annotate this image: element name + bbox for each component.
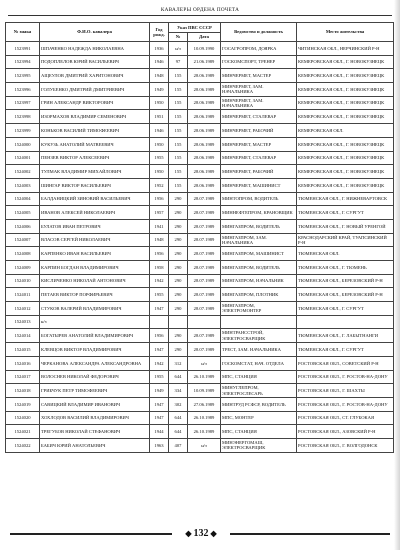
- table-row: [6, 247, 394, 261]
- cell-birth-year: 1947: [150, 343, 169, 357]
- col-number: № знака: [6, 23, 40, 42]
- cell-holder-name: БАБИЧ ЮРИЙ АНАТОЛЬЕВИЧ: [40, 438, 150, 452]
- cell-decree-number: 155: [169, 83, 188, 97]
- cell-birth-year: 1941: [150, 219, 169, 233]
- cell-holder-name: СТУКОВ ВАЛЕРИЙ ВЛАДИМИРОВИЧ: [40, 302, 150, 316]
- cell-residence: ТЮМЕНСКАЯ ОБЛ., БЕРЕЗОВСКИЙ Р-Н: [297, 288, 394, 302]
- page-header: КАВАЛЕРЫ ОРДЕНА ПОЧЕТА: [8, 4, 392, 16]
- cell-decree-date: 27.06.1989: [188, 397, 221, 411]
- col-name: Ф.И.О. кавалера: [40, 23, 150, 42]
- cell-department: МИНЧЕРМЕТ, МАШИНИСТ: [221, 178, 297, 192]
- cell-holder-name: ПЕНЗЕВ ВИКТОР АЛЕКСЕЕВИЧ: [40, 151, 150, 165]
- cell-badge-number: 1524013: [6, 315, 40, 329]
- cell-holder-name: КИСЛИЧЕНКО НИКОЛАЙ АНТОНОВИЧ: [40, 274, 150, 288]
- cell-residence: КЕМЕРОВСКАЯ ОБЛ., Г. НОВОКУЗНЕЦК: [297, 151, 394, 165]
- cell-badge-number: 1524020: [6, 411, 40, 425]
- cell-residence: КЕМЕРОВСКАЯ ОБЛ.: [297, 124, 394, 138]
- cell-badge-number: 1524004: [6, 192, 40, 206]
- cell-holder-name: ШИНГАР ВИКТОР ВАСИЛЬЕВИЧ: [40, 178, 150, 192]
- table-row: [6, 261, 394, 275]
- cell-decree-date: 28.07.1989: [188, 192, 221, 206]
- cell-decree-number: 290: [169, 288, 188, 302]
- cell-residence: ТЮМЕНСКАЯ ОБЛ., БЕРЕЗОВСКИЙ Р-Н: [297, 274, 394, 288]
- cell-birth-year: 1956: [150, 192, 169, 206]
- cell-decree-number: 334: [169, 384, 188, 398]
- cell-decree-date: 28.07.1989: [188, 274, 221, 288]
- cell-department: МИНГАЗПРОМ, ВОДИТЕЛЬ: [221, 261, 297, 275]
- cell-residence: ЧИТИНСКАЯ ОБЛ., НЕРЧИНСКИЙ Р-Н: [297, 42, 394, 56]
- cell-holder-name: ШПАЧЕНКО НАДЕЖДА НИКОЛАЕВНА: [40, 42, 150, 56]
- cell-department: МИНТОПРОМ, ВОДИТЕЛЬ: [221, 192, 297, 206]
- cell-residence: КЕМЕРОВСКАЯ ОБЛ., Г. НОВОКУЗНЕЦК: [297, 55, 394, 69]
- cell-department: МИНГАЗПРОМ, ЗАМ. НАЧАЛЬНИКА: [221, 233, 297, 247]
- cell-department: МИНЧЕРМЕТ, МАСТЕР: [221, 137, 297, 151]
- cell-decree-number: 155: [169, 110, 188, 124]
- table-row: [6, 274, 394, 288]
- cell-birth-year: 1948: [150, 233, 169, 247]
- award-holders-table: [5, 22, 394, 453]
- cell-birth-year: 1955: [150, 288, 169, 302]
- cell-birth-year: 1946: [150, 124, 169, 138]
- cell-holder-name: ХОХЛОДОВ ВАСИЛИЙ ВЛАДИМИРОВИЧ: [40, 411, 150, 425]
- table-row: [6, 124, 394, 138]
- cell-decree-number: 290: [169, 247, 188, 261]
- cell-holder-name: КУКУЗЬ АНАТОЛИЙ МАТВЕЕВИЧ: [40, 137, 150, 151]
- cell-decree-date: 28.06.1989: [188, 151, 221, 165]
- cell-decree-date: 10.09.1990: [188, 42, 221, 56]
- cell-birth-year: 1955: [150, 370, 169, 384]
- cell-department: МИНГАЗПРОМ, МАШИНИСТ: [221, 247, 297, 261]
- cell-decree-number: н/з: [169, 42, 188, 56]
- col-residence: Место жительства: [297, 23, 394, 42]
- cell-decree-date: 28.07.1989: [188, 329, 221, 343]
- cell-decree-number: 290: [169, 274, 188, 288]
- table-row: [6, 178, 394, 192]
- cell-decree-number: 290: [169, 261, 188, 275]
- cell-decree-date: 10.09.1989: [188, 384, 221, 398]
- cell-residence: РОСТОВСКАЯ ОБЛ., АЗОВСКИЙ Р-Н: [297, 425, 394, 439]
- cell-birth-year: 1956: [150, 247, 169, 261]
- cell-decree-number: 97: [169, 55, 188, 69]
- cell-department: МИНЭНЕРГОМАШ, ЭЛЕКТРОСВАРЩИК: [221, 438, 297, 452]
- table-row: [6, 83, 394, 97]
- cell-residence: КЕМЕРОВСКАЯ ОБЛ., Г. НОВОКУЗНЕЦК: [297, 69, 394, 83]
- table-row: [6, 356, 394, 370]
- cell-holder-name: ТУЛМАК ВЛАДИМИР МИХАЙЛОВИЧ: [40, 165, 150, 179]
- cell-holder-name: ЧЕРКАНОВА АЛЕКСАНДРА АЛЕКСАНДРОВНА: [40, 356, 150, 370]
- cell-badge-number: 1524006: [6, 219, 40, 233]
- cell-residence: РОСТОВСКАЯ ОБЛ., СТ. ГЛУБОКАЯ: [297, 411, 394, 425]
- page-edge-shadow: [394, 0, 400, 550]
- cell-residence: РОСТОВСКАЯ ОБЛ., Г. РОСТОВ-НА-ДОНУ: [297, 370, 394, 384]
- cell-birth-year: 1950: [150, 137, 169, 151]
- cell-birth-year: 1951: [150, 110, 169, 124]
- cell-residence: ТЮМЕНСКАЯ ОБЛ., Г. НОВЫЙ УРЕНГОЙ: [297, 219, 394, 233]
- cell-residence: КРАСНОДАРСКИЙ КРАЙ, ТУАПСИНСКИЙ Р-Н: [297, 233, 394, 247]
- cell-department: ГОСКОМСТАТ, НАЧ. ОТДЕЛА: [221, 356, 297, 370]
- cell-birth-year: 1947: [150, 302, 169, 316]
- cell-decree-date: 28.07.1989: [188, 233, 221, 247]
- cell-holder-name: КАРПЕНКО ИВАН ВАСИЛЬЕВИЧ: [40, 247, 150, 261]
- cell-holder-name: ИЗОРМАХОВ ВЛАДИМИР СЕМЕНОВИЧ: [40, 110, 150, 124]
- cell-badge-number: 1524014: [6, 329, 40, 343]
- cell-decree-date: 28.07.1989: [188, 343, 221, 357]
- table-row: [6, 55, 394, 69]
- table-body: [6, 42, 394, 453]
- cell-badge-number: 1524016: [6, 356, 40, 370]
- footer-rule-right: [230, 533, 390, 535]
- cell-holder-name: КАРПИН БОГДАН ВЛАДИМИРОВИЧ: [40, 261, 150, 275]
- cell-holder-name: БУЛАТОВ ИВАН ПЕТРОВИЧ: [40, 219, 150, 233]
- cell-residence: ТЮМЕНСКАЯ ОБЛ., Г. СУРГУТ: [297, 206, 394, 220]
- cell-holder-name: БОГАТЫРЕВ АНАТОЛИЙ ВЛАДИМИРОВИЧ: [40, 329, 150, 343]
- cell-department: МИНТРАНССТРОЙ, ЭЛЕКТРОСВАРЩИК: [221, 329, 297, 343]
- cell-birth-year: 1952: [150, 178, 169, 192]
- cell-residence: РОСТОВСКАЯ ОБЛ., СОВЕТСКИЙ Р-Н: [297, 356, 394, 370]
- cell-department: МИНЧЕРМЕТ, МАСТЕР: [221, 69, 297, 83]
- cell-decree-number: 155: [169, 69, 188, 83]
- table-row: [6, 42, 394, 56]
- cell-department: МИНТРУД РСФСР, ВОДИТЕЛЬ: [221, 397, 297, 411]
- cell-birth-year: 1942: [150, 356, 169, 370]
- cell-decree-date: 28.07.1989: [188, 219, 221, 233]
- cell-birth-year: 1946: [150, 55, 169, 69]
- cell-badge-number: 1524003: [6, 178, 40, 192]
- cell-birth-year: 1958: [150, 261, 169, 275]
- cell-decree-number: 290: [169, 302, 188, 316]
- footer-rule-left: [10, 533, 172, 535]
- cell-department: МИНГАЗПРОМ, ПЛОТНИК: [221, 288, 297, 302]
- cell-residence: КЕМЕРОВСКАЯ ОБЛ., Г. НОВОКУЗНЕЦК: [297, 165, 394, 179]
- cell-decree-date: 28.06.1989: [188, 83, 221, 97]
- cell-badge-number: 1524010: [6, 274, 40, 288]
- cell-birth-year: 1948: [150, 69, 169, 83]
- cell-birth-year: 1949: [150, 83, 169, 97]
- cell-residence: РОСТОВСКАЯ ОБЛ., Г. ШАХТЫ: [297, 384, 394, 398]
- cell-department: МИНЧЕРМЕТ, СТАЛЕВАР: [221, 151, 297, 165]
- table-row: [6, 69, 394, 83]
- cell-department: [221, 315, 297, 329]
- cell-badge-number: 1524008: [6, 247, 40, 261]
- cell-department: МИНГАЗПРОМ, ЭЛЕКТРОМОНТЕР: [221, 302, 297, 316]
- cell-birth-year: [150, 315, 169, 329]
- table-row: [6, 343, 394, 357]
- table-row: [6, 370, 394, 384]
- cell-birth-year: 1957: [150, 206, 169, 220]
- cell-department: ГОСКОМСПОРТ, ТРЕНЕР: [221, 55, 297, 69]
- diamond-ornament-icon: ◆: [185, 529, 194, 538]
- cell-decree-number: 290: [169, 192, 188, 206]
- cell-residence: ТЮМЕНСКАЯ ОБЛ.: [297, 247, 394, 261]
- table-row: [6, 397, 394, 411]
- table-row: [6, 384, 394, 398]
- table-row: [6, 315, 394, 329]
- table-row: [6, 425, 394, 439]
- table-row: [6, 233, 394, 247]
- cell-department: МИНЧЕРМЕТ, ЗАМ. НАЧАЛЬНИКА: [221, 96, 297, 110]
- cell-badge-number: 1524022: [6, 438, 40, 452]
- table-row: [6, 110, 394, 124]
- cell-badge-number: 1523991: [6, 42, 40, 56]
- cell-decree-date: 28.06.1989: [188, 165, 221, 179]
- cell-birth-year: 1955: [150, 151, 169, 165]
- cell-decree-date: н/з: [188, 438, 221, 452]
- cell-residence: КЕМЕРОВСКАЯ ОБЛ., Г. НОВОКУЗНЕЦК: [297, 178, 394, 192]
- cell-holder-name: ИВАНОВ АЛЕКСЕЙ НИКОЛАЕВИЧ: [40, 206, 150, 220]
- page-footer: [0, 526, 400, 540]
- cell-residence: КЕМЕРОВСКАЯ ОБЛ., Г. НОВОКУЗНЕЦК: [297, 83, 394, 97]
- cell-decree-date: 28.06.1989: [188, 178, 221, 192]
- cell-department: МИНЧЕРМЕТ, РАБОЧИЙ: [221, 124, 297, 138]
- cell-badge-number: 1523995: [6, 69, 40, 83]
- cell-holder-name: ПОДОПЛЕЛОВ ЮРИЙ ВАСИЛЬЕВИЧ: [40, 55, 150, 69]
- cell-badge-number: 1524021: [6, 425, 40, 439]
- cell-residence: ТЮМЕНСКАЯ ОБЛ., Г. СУРГУТ: [297, 302, 394, 316]
- cell-residence: КЕМЕРОВСКАЯ ОБЛ., Г. НОВОКУЗНЕЦК: [297, 110, 394, 124]
- cell-badge-number: 1524012: [6, 302, 40, 316]
- cell-badge-number: 1523999: [6, 124, 40, 138]
- cell-department: МПС, СТАНЦИЯ: [221, 425, 297, 439]
- table-row: [6, 438, 394, 452]
- cell-decree-date: 28.06.1989: [188, 69, 221, 83]
- cell-badge-number: 1524011: [6, 288, 40, 302]
- cell-decree-date: 28.07.1989: [188, 247, 221, 261]
- cell-decree-number: [169, 315, 188, 329]
- cell-badge-number: 1523994: [6, 55, 40, 69]
- col-decree-date: Дата: [188, 33, 221, 42]
- page-number: ◆ 132 ◆: [185, 528, 217, 539]
- cell-holder-name: н/з: [40, 315, 150, 329]
- cell-residence: ТЮМЕНСКАЯ ОБЛ., Г. СУРГУТ: [297, 343, 394, 357]
- cell-decree-date: 28.07.1989: [188, 261, 221, 275]
- table-row: [6, 137, 394, 151]
- cell-holder-name: ГРИБЧУК ПЕТР ТИМОФЕЕВИЧ: [40, 384, 150, 398]
- cell-holder-name: АЩЕУЛОВ ДМИТРИЙ ХАРИТОНОВИЧ: [40, 69, 150, 83]
- cell-birth-year: 1947: [150, 397, 169, 411]
- cell-decree-date: 26.10.1989: [188, 425, 221, 439]
- cell-department: ТРЕСТ, ЗАМ. НАЧАЛЬНИКА: [221, 343, 297, 357]
- cell-holder-name: БАЛДАНИЦКИЙ ЗИНОВИЙ ВАСИЛЬЕВИЧ: [40, 192, 150, 206]
- cell-holder-name: ГОЛУБЕНКО ДМИТРИЙ ДМИТРИЕВИЧ: [40, 83, 150, 97]
- cell-birth-year: 1956: [150, 329, 169, 343]
- cell-decree-number: 290: [169, 233, 188, 247]
- cell-decree-date: н/з: [188, 356, 221, 370]
- cell-decree-number: 644: [169, 411, 188, 425]
- cell-residence: КЕМЕРОВСКАЯ ОБЛ., Г. НОВОКУЗНЕЦК: [297, 137, 394, 151]
- cell-decree-number: 290: [169, 206, 188, 220]
- cell-holder-name: ВОЛОСНЕВ НИКОЛАЙ ФЕДОРОВИЧ: [40, 370, 150, 384]
- cell-birth-year: 1963: [150, 438, 169, 452]
- cell-birth-year: 1947: [150, 411, 169, 425]
- cell-badge-number: 1524002: [6, 165, 40, 179]
- cell-decree-number: 290: [169, 329, 188, 343]
- table-row: [6, 411, 394, 425]
- cell-holder-name: ТРЕГУБОВ НИКОЛАЙ СТЕФАНОВИЧ: [40, 425, 150, 439]
- cell-badge-number: 1523996: [6, 83, 40, 97]
- cell-decree-date: 28.06.1989: [188, 96, 221, 110]
- table-row: [6, 165, 394, 179]
- cell-decree-date: 28.06.1989: [188, 110, 221, 124]
- cell-decree-number: 290: [169, 219, 188, 233]
- cell-department: МИНГАЗПРОМ, НАЧАЛЬНИК: [221, 274, 297, 288]
- cell-decree-number: 312: [169, 356, 188, 370]
- cell-holder-name: ПЕТАЕВ ВИКТОР ПОРФИРЬЕВИЧ: [40, 288, 150, 302]
- cell-badge-number: 1524018: [6, 384, 40, 398]
- cell-department: МИНЧЕРМЕТ, РАБОЧИЙ: [221, 165, 297, 179]
- cell-decree-number: 302: [169, 397, 188, 411]
- table-row: [6, 219, 394, 233]
- cell-residence: РОСТОВСКАЯ ОБЛ., Г. ВОЛГОДОНСК: [297, 438, 394, 452]
- table-row: [6, 302, 394, 316]
- cell-decree-number: 290: [169, 343, 188, 357]
- table-row: [6, 288, 394, 302]
- cell-birth-year: 1936: [150, 42, 169, 56]
- cell-holder-name: КЛЕВЦОВ ВИКТОР ВЛАДИМИРОВИЧ: [40, 343, 150, 357]
- cell-decree-date: 28.07.1989: [188, 206, 221, 220]
- cell-badge-number: 1524017: [6, 370, 40, 384]
- col-decree: Указ ПВС СССР: [169, 23, 221, 33]
- table-row: [6, 329, 394, 343]
- cell-residence: [297, 315, 394, 329]
- cell-badge-number: 1523997: [6, 96, 40, 110]
- cell-decree-date: 21.06.1989: [188, 55, 221, 69]
- cell-decree-date: 28.07.1989: [188, 288, 221, 302]
- cell-decree-number: 155: [169, 178, 188, 192]
- col-decree-no: №: [169, 33, 188, 42]
- cell-holder-name: ВЛАСОВ СЕРГЕЙ НИКОЛАЕВИЧ: [40, 233, 150, 247]
- cell-badge-number: 1524000: [6, 137, 40, 151]
- cell-department: ГОСАГРОПРОМ, ДОЯРКА: [221, 42, 297, 56]
- cell-department: МИНЧЕРМЕТ, СТАЛЕВАР: [221, 110, 297, 124]
- cell-department: МИНУГЛЕПРОМ, ЭЛЕКТРОСЛЕСАРЬ: [221, 384, 297, 398]
- cell-holder-name: КОНЬКОВ ВАСИЛИЙ ТИМОФЕЕВИЧ: [40, 124, 150, 138]
- cell-department: МИНЧЕРМЕТ, ЗАМ. НАЧАЛЬНИКА: [221, 83, 297, 97]
- cell-residence: ТЮМЕНСКАЯ ОБЛ., Г. НИЖНЕВАРТОВСК: [297, 192, 394, 206]
- cell-decree-number: 644: [169, 370, 188, 384]
- cell-badge-number: 1524009: [6, 261, 40, 275]
- cell-decree-date: 26.10.1989: [188, 411, 221, 425]
- cell-residence: РОСТОВСКАЯ ОБЛ., Г. РОСТОВ-НА-ДОНУ: [297, 397, 394, 411]
- cell-department: МИННЕФТЕПРОМ, КРАНОВЩИК: [221, 206, 297, 220]
- table-row: [6, 96, 394, 110]
- cell-decree-number: 155: [169, 151, 188, 165]
- cell-holder-name: ГРИН АЛЕКСАНДР ВИКТОРОВИЧ: [40, 96, 150, 110]
- cell-decree-date: 28.07.1989: [188, 302, 221, 316]
- cell-badge-number: 1524019: [6, 397, 40, 411]
- cell-decree-date: 26.10.1989: [188, 370, 221, 384]
- cell-decree-number: 155: [169, 165, 188, 179]
- cell-badge-number: 1524007: [6, 233, 40, 247]
- table-row: [6, 151, 394, 165]
- cell-decree-date: 28.06.1989: [188, 124, 221, 138]
- cell-badge-number: 1524005: [6, 206, 40, 220]
- cell-residence: ТЮМЕНСКАЯ ОБЛ., Г. ТЮМЕНЬ: [297, 261, 394, 275]
- cell-birth-year: 1950: [150, 96, 169, 110]
- cell-badge-number: 1523998: [6, 110, 40, 124]
- cell-birth-year: 1944: [150, 425, 169, 439]
- cell-department: МИНГАЗПРОМ, ВОДИТЕЛЬ: [221, 219, 297, 233]
- cell-decree-number: 155: [169, 96, 188, 110]
- cell-department: МПС, МОНТЕР: [221, 411, 297, 425]
- cell-decree-number: 155: [169, 137, 188, 151]
- cell-department: МПС, СТАНЦИЯ: [221, 370, 297, 384]
- cell-holder-name: САВИЦКИЙ ВЛАДИМИР ИВАНОВИЧ: [40, 397, 150, 411]
- cell-residence: КЕМЕРОВСКАЯ ОБЛ., Г. НОВОКУЗНЕЦК: [297, 96, 394, 110]
- col-year: Год рожд.: [150, 23, 169, 42]
- table-row: [6, 206, 394, 220]
- table-row: [6, 192, 394, 206]
- cell-decree-date: 28.06.1989: [188, 137, 221, 151]
- cell-birth-year: 1942: [150, 274, 169, 288]
- cell-decree-number: 644: [169, 425, 188, 439]
- cell-birth-year: 1950: [150, 165, 169, 179]
- cell-decree-number: 155: [169, 124, 188, 138]
- cell-decree-date: [188, 315, 221, 329]
- cell-badge-number: 1524015: [6, 343, 40, 357]
- cell-decree-number: 407: [169, 438, 188, 452]
- cell-residence: ТЮМЕНСКАЯ ОБЛ., Г. ЛАБЫТНАНГИ: [297, 329, 394, 343]
- col-dept: Ведомство и должность: [221, 23, 297, 42]
- diamond-ornament-icon: ◆: [208, 529, 217, 538]
- cell-badge-number: 1524001: [6, 151, 40, 165]
- cell-birth-year: 1949: [150, 384, 169, 398]
